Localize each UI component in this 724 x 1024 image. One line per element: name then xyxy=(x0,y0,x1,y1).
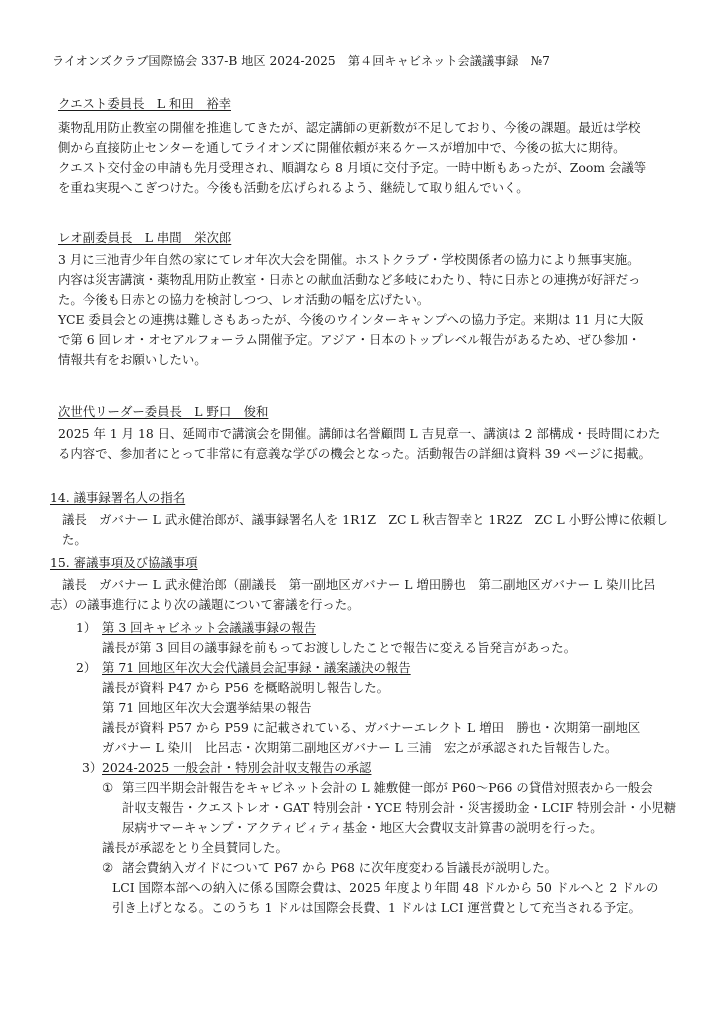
nextgen-section xyxy=(58,403,694,464)
agenda-item-3-title: 2024-2025 一般会計・特別会計収支報告の承認 xyxy=(102,760,372,775)
agenda-item-3-sub2-line1: 諸会費納入ガイドについて P67 から P68 に次年度変わる旨議長が説明した。 xyxy=(122,860,558,875)
quest-p2-line1: クエスト交付金の申請も先月受理され、順調なら 8 月頃に交付予定。一時中断もあったが、Zoom 会議等 xyxy=(58,160,647,175)
agenda-item-3-sub2-mark: ② xyxy=(102,860,114,875)
section-14-heading: 14. 議事録署名人の指名 xyxy=(50,490,186,505)
section-14 xyxy=(50,489,686,550)
agenda-item-2-line4: ガバナー L 染川 比呂志・次期第二副地区ガバナー L 三浦 宏之が承認された旨報告した。 xyxy=(102,740,618,755)
leo-p1-line1: 3 月に三池青少年自然の家にてレオ年次大会を開催。ホストクラブ・学校関係者の協力により無事実施。 xyxy=(58,252,640,267)
agenda-item-3-sub2-line3: 引き上げとなる。このうち 1 ドルは国際会長費、1 ドルは LCI 運営費として充当される予定。 xyxy=(112,900,641,915)
nextgen-p1-line1: 2025 年 1 月 18 日、延岡市で講演会を開催。講師は名誉顧問 L 吉見章一、講演は 2 部構成・長時間にわた xyxy=(58,426,661,441)
quest-heading: クエスト委員長 L 和田 裕幸 xyxy=(58,96,231,111)
leo-heading: レオ副委員長 L 串間 栄次郎 xyxy=(58,230,232,245)
agenda-item-1 xyxy=(50,618,694,638)
agenda-item-3-approval: 議長が承認をとり全員賛同した。 xyxy=(102,840,288,855)
agenda-item-3-sub1-line2: 計収支報告・クエストレオ・GAT 特別会計・YCE 特別会計・災害援助金・LCIF 特別会計・小児糖 xyxy=(122,800,677,815)
section-15-intro-line1: 議長 ガバナー L 武永健治郎（副議長 第一副地区ガバナー L 増田勝也 第二副地区ガバナー L 染川比呂 xyxy=(62,577,656,592)
section-14-text: 議長 ガバナー L 武永健治郎が、議事録署名人を 1R1Z ZC L 秋吉智幸と 1R2Z ZC L 小野公博に依頼した。 xyxy=(62,512,668,547)
leo-section xyxy=(58,229,694,370)
section-15-heading: 15. 審議事項及び協議事項 xyxy=(50,555,198,570)
agenda-item-2-line1: 議長が資料 P47 から P56 を概略説明し報告した。 xyxy=(102,680,389,695)
agenda-item-2-title: 第 71 回地区年次大会代議員会記事録・議案議決の報告 xyxy=(102,660,411,675)
agenda-item-3 xyxy=(50,758,694,778)
agenda-item-1-line1: 議長が第 3 回目の議事録を前もってお渡ししたことで報告に変える旨発言があった。 xyxy=(102,640,577,655)
agenda-item-2 xyxy=(50,658,694,678)
section-15 xyxy=(50,554,694,918)
nextgen-heading: 次世代リーダー委員長 L 野口 俊和 xyxy=(58,404,269,419)
agenda-item-3-sub2 xyxy=(50,858,694,878)
section-15-intro-line2: 志）の議事進行により次の議題について審議を行った。 xyxy=(50,597,360,612)
agenda-item-2-number: 2） xyxy=(76,660,97,675)
quest-p1-line2: 側から直接防止センターを通してライオンズに開催依頼が来るケースが増加中で、今後の拡大に期待。 xyxy=(58,140,626,155)
leo-p1-line3: た。今後も日赤との協力を検討しつつ、レオ活動の幅を広げたい。 xyxy=(58,292,430,307)
nextgen-p1-line2: る内容で、参加者にとって非常に有意義な学びの機会となった。活動報告の詳細は資料 39 ページに掲載。 xyxy=(58,446,651,461)
quest-p2-line2: を重ね実現へこぎつけた。今後も活動を広げられるよう、継続して取り組んでいく。 xyxy=(58,180,529,195)
leo-p2-line1: YCE 委員会との連携は難しさもあったが、今後のウインターキャンプへの協力予定。来期は 11 月に大阪 xyxy=(58,312,644,327)
agenda-item-2-line3: 議長が資料 P57 から P59 に記載されている、ガバナーエレクト L 増田 勝也・次期第一副地区 xyxy=(102,720,641,735)
leo-p1-line2: 内容は災害講演・薬物乱用防止教室・日赤との献血活動など多岐にわたり、特に日赤との連携が好評だっ xyxy=(58,272,641,287)
agenda-item-3-sub1-mark: ① xyxy=(102,780,114,795)
agenda-item-3-sub1 xyxy=(50,778,694,798)
leo-p2-line3: 情報共有をお願いしたい。 xyxy=(58,352,207,367)
agenda-item-1-title: 第 3 回キャビネット会議議事録の報告 xyxy=(102,620,317,635)
agenda-item-3-number: 3） xyxy=(82,760,103,775)
quest-p1-line1: 薬物乱用防止教室の開催を推進してきたが、認定講師の更新数が不足しており、今後の課題。最近は学校 xyxy=(58,120,641,135)
agenda-item-2-line2: 第 71 回地区年次大会選挙結果の報告 xyxy=(102,700,312,715)
agenda-item-3-sub2-line2: LCI 国際本部への納入に係る国際会費は、2025 年度より年間 48 ドルから 50 ドルへと 2 ドルの xyxy=(112,880,659,895)
agenda-item-3-sub1-line3: 尿病サマーキャンプ・アクティビィティ基金・地区大会費収支計算書の説明を行った。 xyxy=(122,820,603,835)
agenda-item-1-number: 1） xyxy=(76,620,97,635)
page-header: ライオンズクラブ国際協会 337-B 地区 2024-2025 第４回キャビネット会議議事録 №7 xyxy=(52,54,550,68)
leo-p2-line2: で第 6 回レオ・オセアルフォーラム開催予定。アジア・日本のトップレベル報告があるため、ぜひ参加・ xyxy=(58,332,641,347)
agenda-item-3-sub1-line1: 第三四半期会計報告をキャビネット会計の L 雑敷健一郎が P60～P66 の貸借対照表から一般会 xyxy=(122,780,653,795)
quest-section xyxy=(58,95,694,198)
